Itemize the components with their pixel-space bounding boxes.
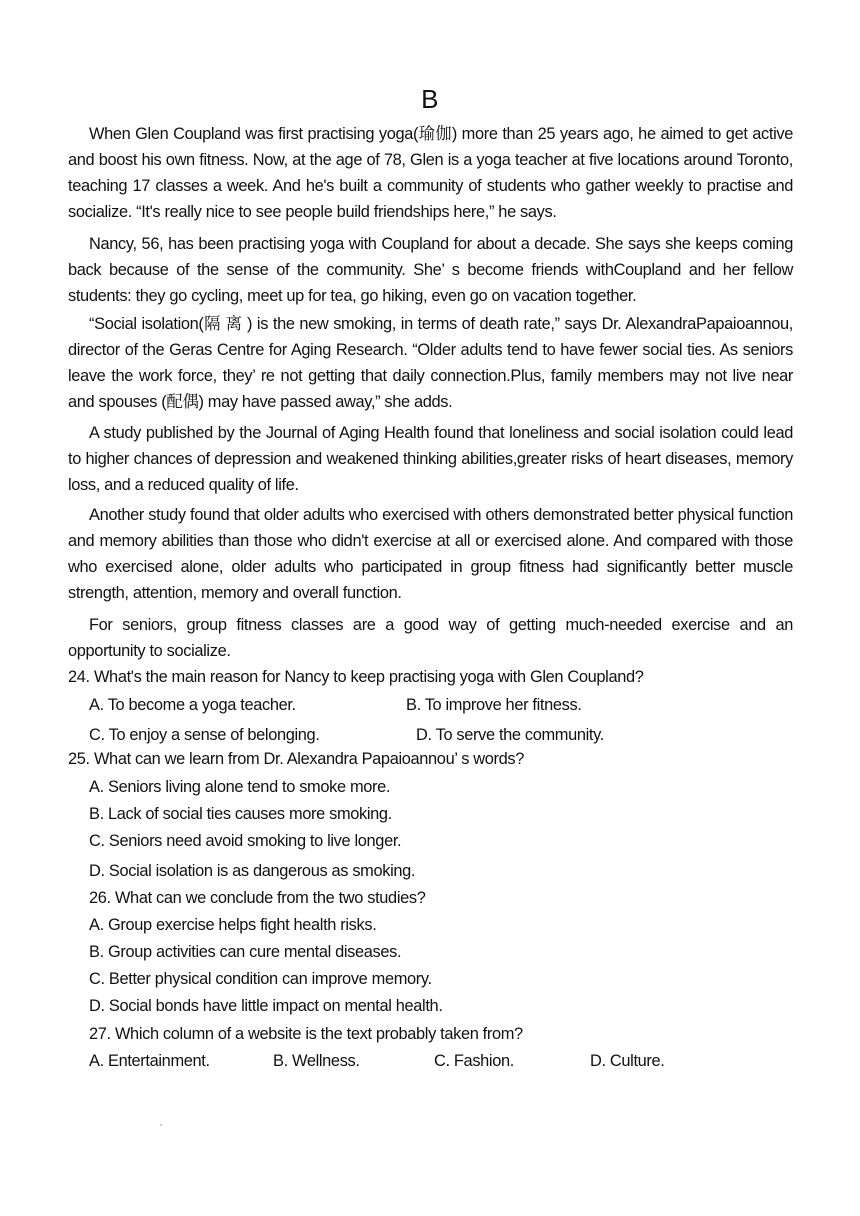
paragraph-4: A study published by the Journal of Aging Health found that loneliness and social isolation could lead to higher chances of depression and weakened thinking abilities,greater risks of heart diseases, memory loss, and a reduced quality of life.: [68, 424, 793, 494]
question-24-option-a: A. To become a yoga teacher.: [89, 696, 296, 714]
question-27-option-d: D. Culture.: [590, 1052, 665, 1070]
question-25-option-b: B. Lack of social ties causes more smoking.: [89, 805, 392, 823]
paragraph-3: “Social isolation(隔 离 ) is the new smoking, in terms of death rate,” says Dr. AlexandraPapaioannou, director of the Geras Centre for Aging Research. “Older adults tend to have fewer social ties. As seniors leave the work force, they’ re not getting that daily connection.Plus, family members may not live near and spouses (配偶) may have passed away,” she adds.: [68, 315, 793, 411]
paragraph-5: Another study found that older adults who exercised with others demonstrated better physical function and memory abilities than those who didn't exercise at all or exercised alone. And compared with those who exercised alone, older adults who participated in group fitness had significantly better muscle strength, attention, memory and overall function.: [68, 506, 793, 602]
paragraph-1: When Glen Coupland was first practising yoga(瑜伽) more than 25 years ago, he aimed to get active and boost his own fitness. Now, at the age of 78, Glen is a yoga teacher at five locations around Toronto, teaching 17 classes a week. And he's built a community of students who gather weekly to practise and socialize. “It's really nice to see people build friendships here,” he says.: [68, 125, 793, 221]
question-25-option-c: C. Seniors need avoid smoking to live longer.: [89, 832, 402, 850]
section-title: B: [421, 84, 439, 114]
question-24-option-b: B. To improve her fitness.: [406, 696, 582, 714]
scan-speck: [160, 1124, 162, 1126]
paragraph-2: Nancy, 56, has been practising yoga with Coupland for about a decade. She says she keeps coming back because of the sense of the community. She’ s become friends withCoupland and her fellow students: they go cycling, meet up for tea, go hiking, even go on vacation together.: [68, 235, 793, 305]
question-27-stem: 27. Which column of a website is the text probably taken from?: [89, 1025, 523, 1043]
question-24-option-c: C. To enjoy a sense of belonging.: [89, 726, 320, 744]
paragraph-6: For seniors, group fitness classes are a good way of getting much-needed exercise and an opportunity to socialize.: [68, 616, 793, 660]
question-25-option-a: A. Seniors living alone tend to smoke more.: [89, 778, 391, 796]
question-27-option-b: B. Wellness.: [273, 1052, 360, 1070]
question-26-option-a: A. Group exercise helps fight health risks.: [89, 916, 377, 934]
question-26-option-d: D. Social bonds have little impact on mental health.: [89, 997, 443, 1015]
question-24-stem: 24. What's the main reason for Nancy to keep practising yoga with Glen Coupland?: [68, 668, 644, 686]
question-24-option-d: D. To serve the community.: [416, 726, 604, 744]
question-26-option-c: C. Better physical condition can improve memory.: [89, 970, 432, 988]
question-27-option-c: C. Fashion.: [434, 1052, 514, 1070]
question-25-option-d: D. Social isolation is as dangerous as smoking.: [89, 862, 416, 880]
question-26-option-b: B. Group activities can cure mental diseases.: [89, 943, 402, 961]
question-25-stem: 25. What can we learn from Dr. Alexandra Papaioannou’ s words?: [68, 750, 525, 768]
question-26-stem: 26. What can we conclude from the two studies?: [89, 889, 426, 907]
question-27-option-a: A. Entertainment.: [89, 1052, 210, 1070]
